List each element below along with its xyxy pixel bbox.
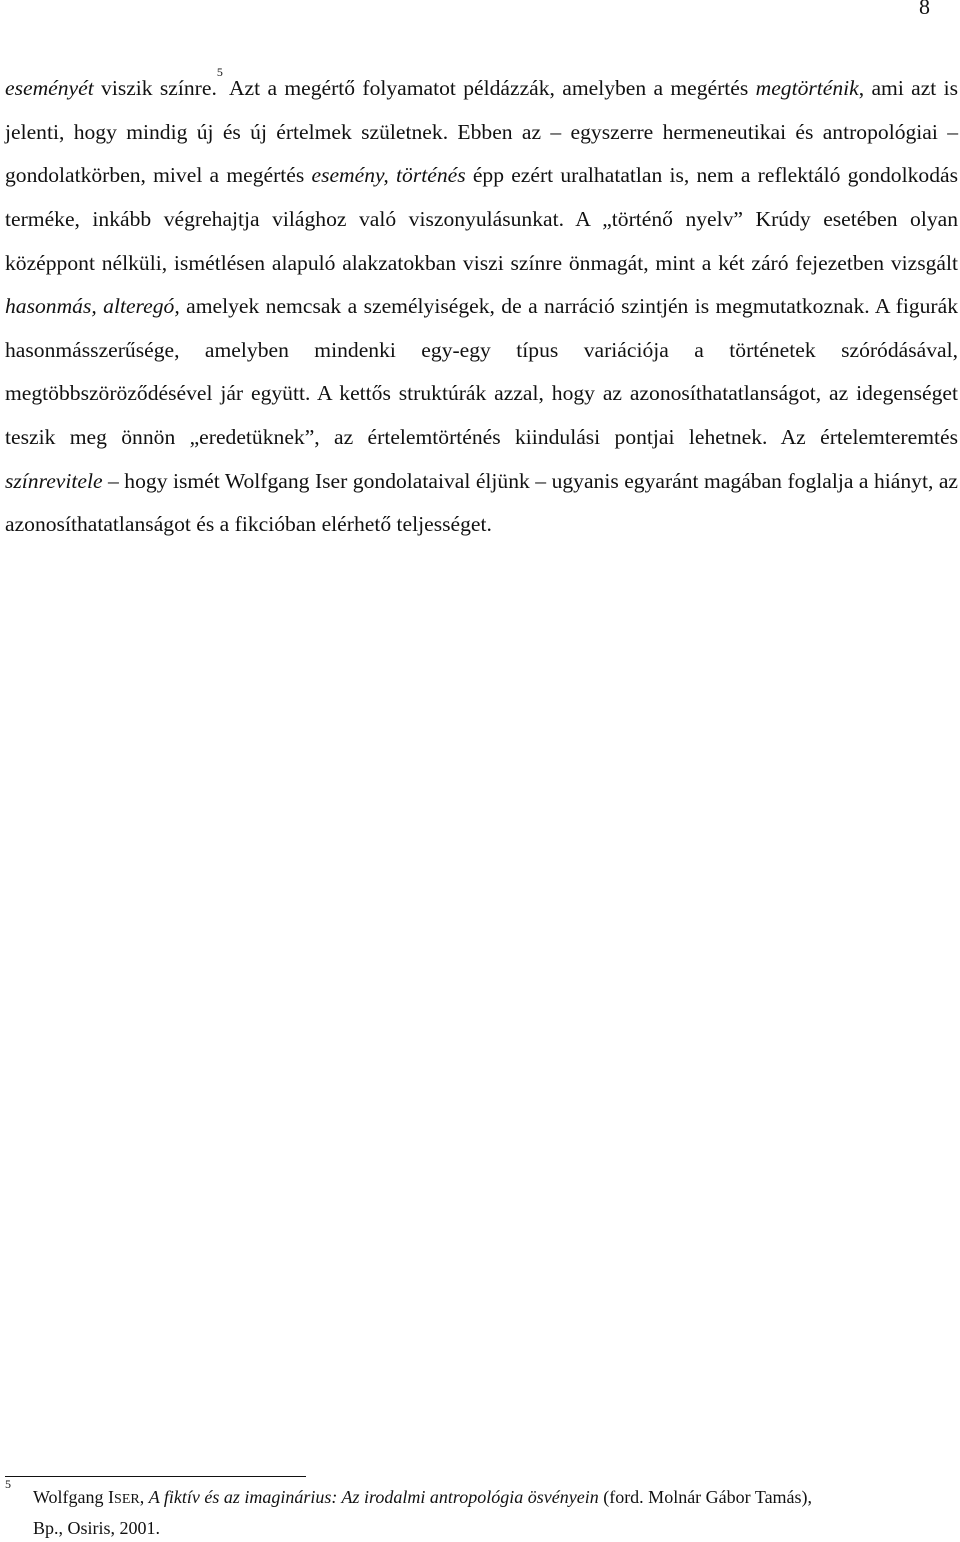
footnote-author: Wolfgang I	[33, 1487, 115, 1507]
footnote-details: (ford. Molnár Gábor Tamás),	[598, 1487, 813, 1507]
body-paragraph	[5, 62, 958, 547]
footnote-publisher: Bp., Osiris, 2001.	[33, 1518, 161, 1538]
text-italic: esemény, történés	[311, 163, 466, 188]
text-run: viszik színre.	[93, 76, 217, 101]
page-number: 8	[919, 0, 930, 19]
footnote	[5, 1478, 958, 1542]
text-run: Azt a megértő folyamatot példázzák, amelyben a megértés	[222, 76, 756, 101]
text-italic: eseményét	[5, 76, 94, 101]
footnote-reference[interactable]: 5	[216, 65, 223, 79]
text-run: amelyek nemcsak a személyiségek, de a narráció szintjén is megmutatkoznak. A figurák hasonmásszerűsége, amelyben mindenki egy-egy típus variációja a történetek szóródásával, megtöbbszöröződésével jár együtt. A kettős struktúrák azzal, hogy az azonosíthatatlanságot, az idegenséget teszik meg önnön „eredetüknek”, az értelemtörténés kiindulási pontjai lehetnek. Az értelemteremtés	[5, 294, 958, 449]
footnote-author-smallcaps: SER	[114, 1492, 140, 1507]
text-italic: megtörténik	[755, 76, 859, 101]
text-run: épp ezért uralhatatlan is, nem a reflektáló gondolkodás terméke, inkább végrehajtja világhoz való viszonyulásunkat. A „történő nyelv” Krúdy esetében olyan középpont nélküli, ismétlésen alapuló alakzatokban viszi színre önmagát, mint a két záró fejezetben vizsgált	[5, 163, 958, 275]
text-run: , ami azt is jelenti, hogy mindig új és új értelmek születnek. Ebben az – egyszerre hermeneutikai és antropológiai – gondolatkörben, mivel a megértés	[5, 76, 959, 188]
footnote-separator-text: ,	[139, 1487, 149, 1507]
text-italic: hasonmás, alteregó,	[5, 294, 180, 319]
text-italic: színrevitele	[5, 468, 103, 493]
text-run: – hogy ismét Wolfgang Iser gondolataival éljünk – ugyanis egyaránt magában foglalja a hiányt, az azonosíthatatlanságot és a fikcióban elérhető teljességet.	[5, 468, 958, 537]
footnote-number: 5	[5, 1477, 11, 1491]
footnote-separator	[5, 1476, 306, 1477]
footnote-title: A fiktív és az imaginárius: Az irodalmi antropológia ösvényein	[148, 1487, 599, 1507]
